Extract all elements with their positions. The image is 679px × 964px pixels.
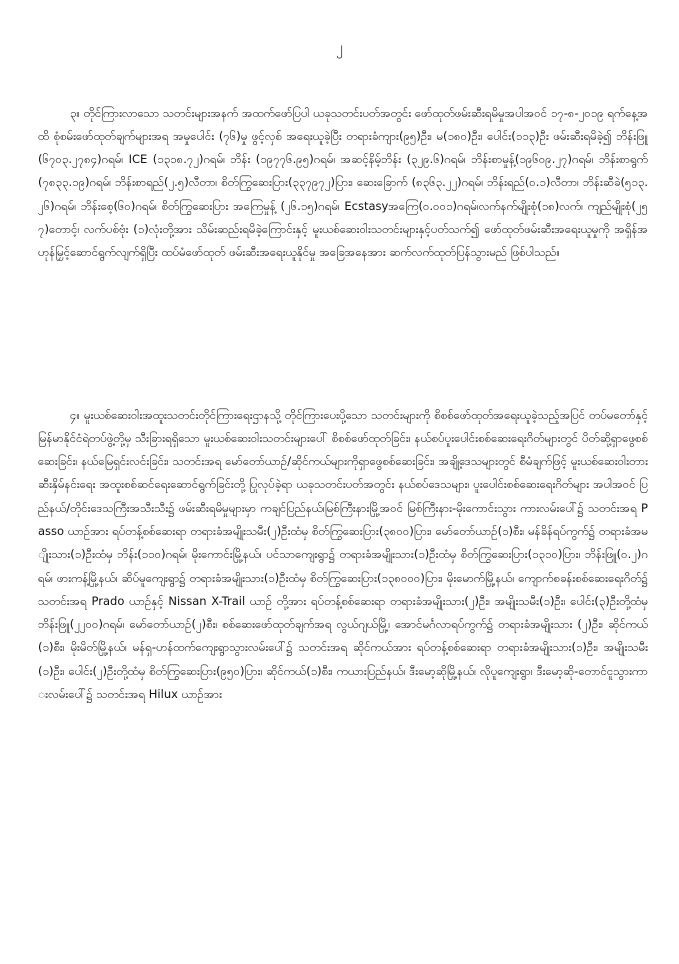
page-number: ၂: [336, 40, 343, 56]
paragraph-3: ၃။ တိုင်ကြားလာသော သတင်းများအနက် အထက်ဖော်ပြပါ ယခုသတင်းပတ်အတွင်း ဖော်ထုတ်ဖမ်းဆီးရမိမှုအပါအဝင် ၁၇-၈-၂၀၁၉ ရက်နေ့အထိ စုံစမ်းဖော်ထုတ်ချက်များအရ အမှုပေါင်း (၇၆)မှု ဖွင့်လှစ် အရေးယူခဲ့ပြီး တရားခံကျား(၉၅)ဦး၊ မ(၁၈၀)ဦး၊ ပေါင်း(၁၁၃)ဦး ဖမ်းဆီးရမိခဲ့၍ ဘိန်းဖြူ(၆၇၀၃.၂၇၈၄)ဂရမ်၊ ICE (၁၃၁၈.၇၂)ဂရမ်၊ ဘိန်း (၁၉၇၇၆.၉၅)ဂရမ်၊ အဆင့်နိမ့်ဘိန်း (၃၂၉.၆)ဂရမ်၊ ဘိန်းစာမှုန့်(၁၉၆၀၉.၂၇)ဂရမ်၊ ဘိန်းစာရွက် (၇၈၃၃.၁၉)ဂရမ်၊ ဘိန်းစာရည်(၂.၅)လီတာ၊ စိတ်ကြွဆေးပြား(၃၃၇၉၇၂)ပြား၊ ဆေးခြောက် (၈၃၆၃.၂၂)ဂရမ်၊ ဘိန်းရည်(၀.၁)လီတာ၊ ဘိန်းဆီခဲ(၅၁၃.၂၆)ဂရမ်၊ ဘိန်းစေ့(၆၀)ဂရမ်၊ စိတ်ကြွဆေးပြား အကြေမှုန့် (၂၆.၁၅)ဂရမ်၊ Ecstasyအကြေ(၀.၀၀၁)ဂရမ်၊လက်နက်မျိုးစုံ(၁၈)လက်၊ ကျည်မျိုးစုံ(၂၅၇)တောင့်၊ လက်ပစ်ဗုံး (၁)လုံးတို့အား သိမ်းဆည်းရမိခဲ့ကြောင်းနှင့် မူးယစ်ဆေးဝါးသတင်းများနှင့်ပတ်သက်၍ ဖော်ထုတ်ဖမ်းဆီးအရေးယူမှုကို အရှိန်အဟုန်မြှင့်ဆောင်ရွက်လျက်ရှိပြီး ထပ်မံဖော်ထုတ် ဖမ်းဆီးအရေးယူနိုင်မှု အခြေအနေအား ဆက်လက်ထုတ်ပြန်သွားမည် ဖြစ်ပါသည်။: [38, 105, 648, 260]
paragraph-4: ၄။ မူးယစ်ဆေးဝါးအထူးသတင်းတိုင်ကြားရေးဌာနသို့ တိုင်ကြားပေးပို့သော သတင်းများကို စိစစ်ဖော်ထုတ်အရေးယူခဲ့သည့်အပြင် တပ်မတော်နှင့် မြန်မာနိုင်ငံရဲတပ်ဖွဲ့တို့မှ သီးခြားရရှိသော မူးယစ်ဆေးဝါးသတင်းများပေါ် စိစစ်ဖော်ထုတ်ခြင်း၊ နယ်စပ်ပူးပေါင်းစစ်ဆေးရေးဂိတ်များတွင် ပိတ်ဆို့ရှာဖွေစစ်ဆေးခြင်း၊ နယ်မြေရှင်းလင်းခြင်း၊ သတင်းအရ မော်တော်ယာဉ်/ဆိုင်ကယ်များကိုရှာဖွေစစ်ဆေးခြင်း၊ အချို့ဒေသများတွင် စီမံချက်ဖြင့် မူးယစ်ဆေးဝါးတားဆီးနှိမ်နင်းရေး အထူးစစ်ဆင်ရေးဆောင်ရွက်ခြင်းတို့ ပြုလုပ်ခဲ့ရာ ယခုသတင်းပတ်အတွင်း နယ်စပ်ဒေသများ၊ ပူးပေါင်းစစ်ဆေးရေးဂိတ်များ အပါအဝင် ပြည်နယ်/တိုင်းဒေသကြီးအသီးသီး၌ ဖမ်းဆီးရမိမှုများမှာ ကချင်ပြည်နယ်၊မြစ်ကြီးနားမြို့အဝင် မြစ်ကြီးနား-မိုးကောင်းသွား ကားလမ်းပေါ်၌ သတင်းအရ Passo ယာဉ်အား ရပ်တန့်စစ်ဆေးရာ တရားခံအမျိုးသမီး(၂)ဦးထံမှ စိတ်ကြွဆေးပြား(၃၈၀၀)ပြား၊ မော်တော်ယာဉ်(၁)စီး၊ မန်ခိန်ရပ်ကွက်၌ တရားခံအမျိုးသား(၁)ဦးထံမှ ဘိန်း(၁၁၀)ဂရမ်၊ မိုးကောင်းမြို့နယ်၊ ပင်သာကျေးရွာ၌ တရားခံအမျိုးသား(၁)ဦးထံမှ စိတ်ကြွဆေးပြား(၁၃၁၀)ပြား၊ ဘိန်းဖြူ(၀.၂)ဂရမ်၊ ဖားကန့်မြို့နယ်၊ ဆိပ်မူကျေးရွာ၌ တရားခံအမျိုးသား(၁)ဦးထံမှ စိတ်ကြွဆေးပြား(၁၃၈၀၀၀)ပြား၊ မိုးမောက်မြို့နယ်၊ ကျောက်စခန်းစစ်ဆေးရေးဂိတ်၌ သတင်းအရ Prado ယာဉ်နှင့် Nissan X-Trail ယာဉ် တို့အား ရပ်တန့်စစ်ဆေးရာ တရားခံအမျိုးသား(၂)ဦး၊ အမျိုးသမီး(၁)ဦး၊ ပေါင်း(၃)ဦးတို့ထံမှ ဘိန်းဖြူ(၂၂၀၀)ဂရမ်၊ မော်တော်ယာဉ်(၂)စီး၊ စစ်ဆေးဖော်ထုတ်ချက်အရ လွယ်ဂျယ်မြို့၊ အောင်မင်္ဂလာရပ်ကွက်၌ တရားခံအမျိုးသား (၂)ဦး၊ ဆိုင်ကယ်(၁)စီး၊ မိုးမိတ်မြို့နယ်၊ မန်ရှ-ဟန်ထက်ကျေးရွာသွားလမ်းပေါ်၌ သတင်းအရ ဆိုင်ကယ်အား ရပ်တန့်စစ်ဆေးရာ တရားခံအမျိုးသား(၁)ဦး၊ အမျိုးသမီး(၁)ဦး၊ ပေါင်း(၂)ဦးတို့ထံမှ စိတ်ကြွဆေးပြား(၉၅၀)ပြား၊ ဆိုင်ကယ်(၁)စီး၊ ကယားပြည်နယ်၊ ဒီးမော့ဆိုမြို့နယ်၊ လိုပူကျေးရွာ၊ ဒီးမော့ဆို-တောင်ငူသွားကားလမ်းပေါ်၌ သတင်းအရ Hilux ယာဉ်အား: [38, 407, 648, 702]
